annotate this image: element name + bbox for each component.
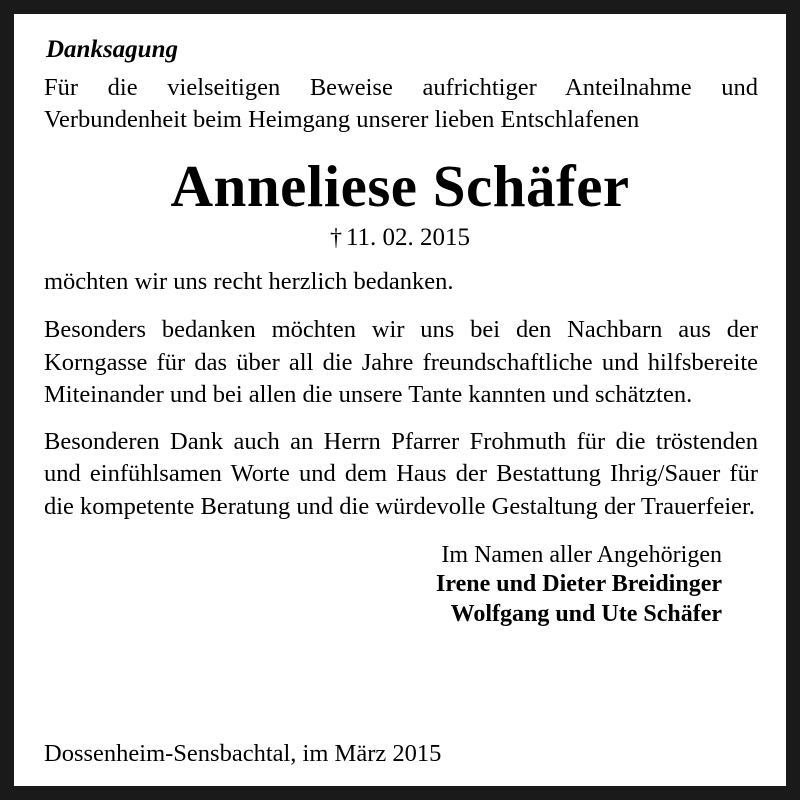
signature-name-1: Irene und Dieter Breidinger (436, 571, 722, 598)
paragraph-pastor: Besonderen Dank auch an Herrn Pfarrer Frohmuth für die tröstenden und einfühlsamen Worte und dem Haus der Bestattung Ihrig/Sauer für die kompetente Beratung und die würdevolle Gestaltung der Trauerfeier. (44, 427, 758, 521)
signature-intro: Im Namen aller Angehörigen (441, 541, 722, 568)
paragraph-neighbours: Besonders bedanken möchten wir uns bei den Nachbarn aus der Korngasse für das über all die Jahre freundschaftliche und hilfsbereite Miteinander und bei allen die unsere Tante kannten und schätzten. (44, 316, 758, 409)
cross-icon: † (329, 225, 342, 252)
notice-heading: Danksagung (46, 36, 178, 63)
deceased-name: Anneliese Schäfer (170, 153, 630, 220)
notice-intro-text: Für die vielseitigen Beweise aufrichtiger Anteilnahme und Verbundenheit beim Heimgang unserer lieben Entschlafenen (44, 73, 758, 133)
place-and-date: Dossenheim-Sensbachtal, im März 2015 (44, 740, 442, 767)
death-date: 11. 02. 2015 (345, 224, 471, 252)
signature-block (42, 540, 758, 629)
signature-name-2: Wolfgang und Ute Schäfer (450, 600, 722, 627)
death-date-line (42, 224, 758, 252)
paragraph-thanks: möchten wir uns recht herzlich bedanken. (44, 267, 454, 295)
